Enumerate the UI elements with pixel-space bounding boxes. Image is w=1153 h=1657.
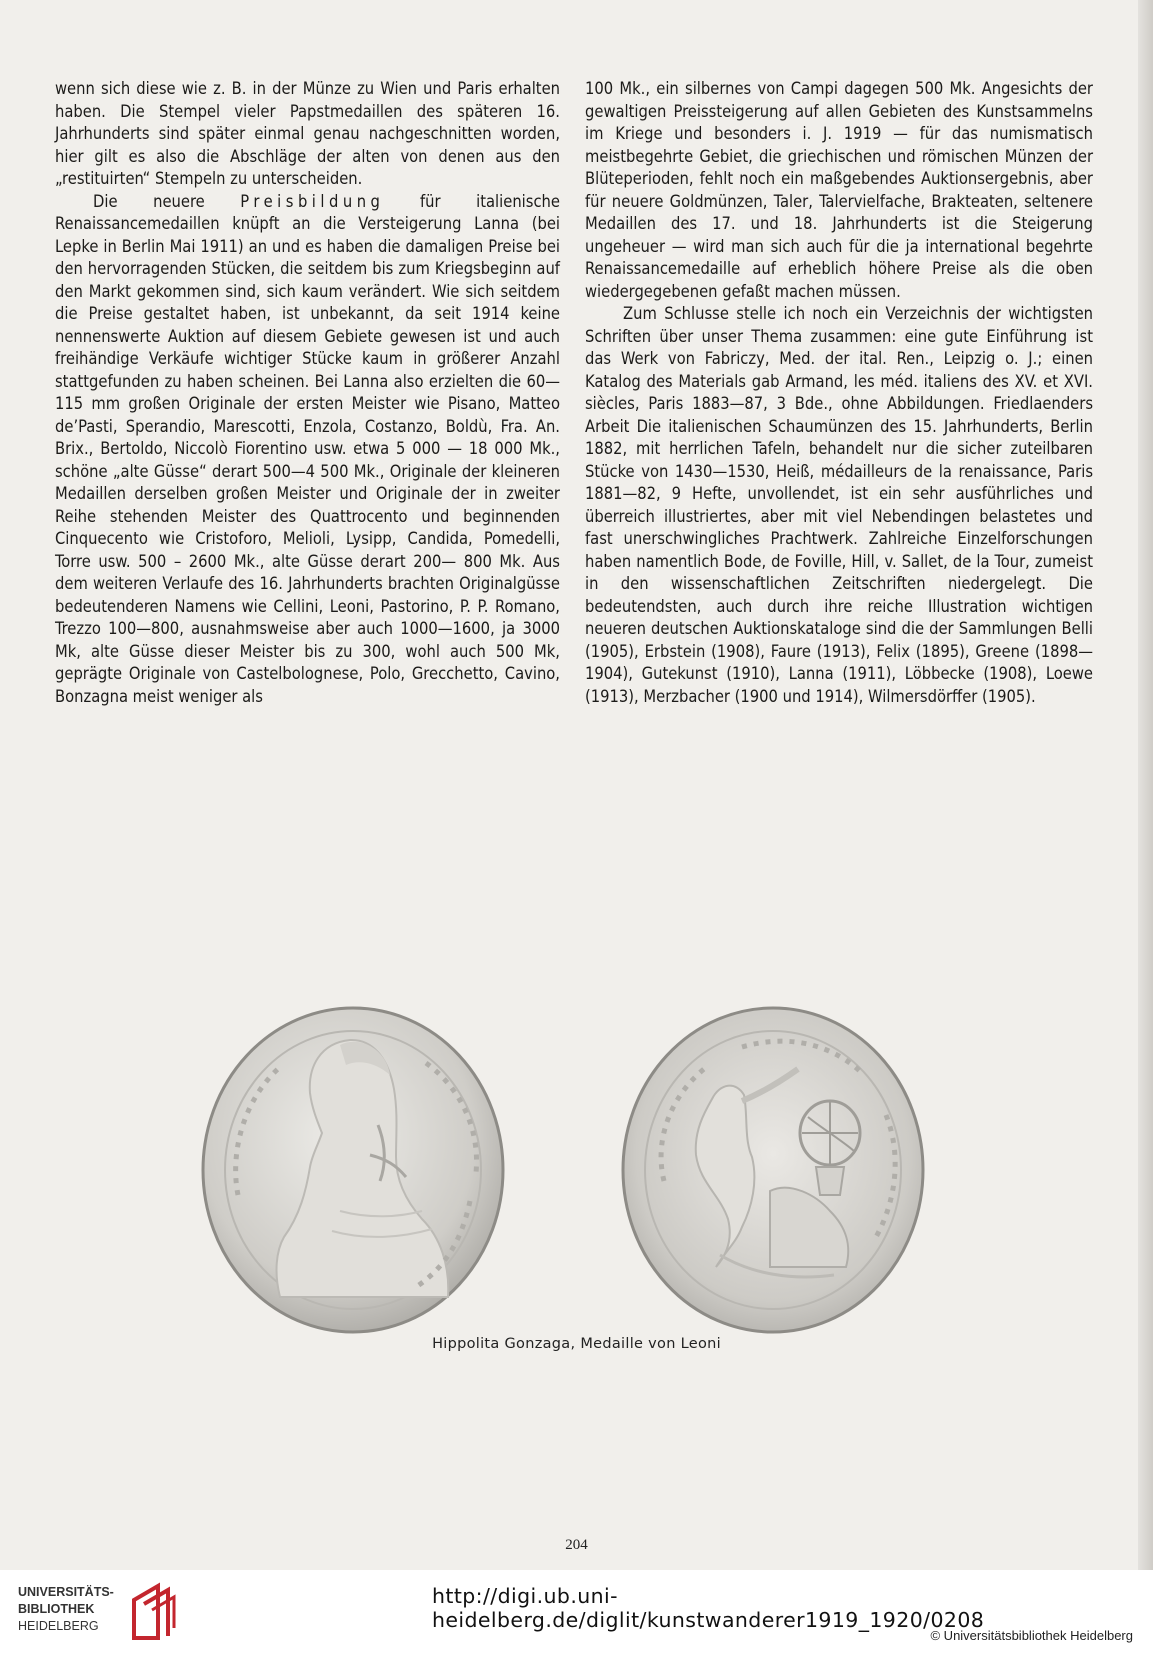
paragraph-lead: Die neuere: [93, 191, 241, 211]
right-column: [585, 78, 1093, 708]
library-name: [18, 1584, 114, 1635]
left-paragraph-2: [55, 191, 560, 709]
figure-caption: Hippolita Gonzaga, Medaille von Leoni: [432, 1336, 721, 1352]
emphasized-term: Preisbildung: [240, 191, 385, 211]
copyright-notice: © Universitätsbibliothek Heidelberg: [930, 1628, 1133, 1643]
right-paragraph-1: 100 Mk., ein silbernes von Campi dagegen 500 Mk. Angesichts der gewaltigen Preissteigerung auf allen Gebieten des Kunstsammelns im Kriege und besonders i. J. 1919 — für das numismatisch meistbegehrte Gebiet, die griechischen und römischen Münzen der Blüteperioden, fehlt noch ein maßgebendes Auktionsergebnis, aber für neuere Goldmünzen, Taler, Talervielfache, Brakteaten, seltenere Medaillen des 17. und 18. Jahrhunderts ist die Steigerung ungeheuer — wird man sich auch für die ja international begehrte Renaissancemedaille auf erheblich höhere Preise als die oben wiedergegebenen gefaßt machen müssen.: [585, 79, 1093, 301]
left-column: [55, 78, 560, 708]
library-logo[interactable]: [18, 1582, 173, 1642]
library-emblem-icon: [128, 1582, 176, 1642]
source-url-link[interactable]: http://digi.ub.uni-heidelberg.de/diglit/kunstwanderer1919_1920/0208: [432, 1584, 985, 1632]
medal-obverse-image: [200, 1005, 506, 1335]
paragraph-body: für italienische Renaissancemedaillen knüpft an die Versteigerung Lanna (bei Lepke in Berlin Mai 1911) an und es haben die damaligen Preise bei den hervorragenden Stücken, die seitdem bis zum Kriegsbeginn auf den Markt gekommen sind, sich kaum verändert. Wie sich seitdem die Preise gestaltet haben, ist unbekannt, da seit 1914 keine nennenswerte Auktion auf diesem Gebiete gewesen ist und auch freihändige Verkäufe wichtiger Stücke kaum in größerer Anzahl stattgefunden zu haben scheinen. Bei Lanna also erzielten die 60—115 mm großen Originale der ersten Meister wie Pisano, Matteo de’Pasti, Sperandio, Marescotti, Enzola, Costanzo, Boldù, Fra. An. Brix., Bertoldo, Niccolò Fiorentino usw. etwa 5 000 — 18 000 Mk., schöne „alte Güsse“ derart 500—4 500 Mk., Originale der kleineren Medaillen derselben großen Meister und Originale der in zweiter Reihe stehenden Meister des Quattrocento und beginnenden Cinquecento wie Cristoforo, Melioli, Lysipp, Candida, Pomedelli, Torre usw. 500 – 2600 Mk., alte Güsse derart 200— 800 Mk. Aus dem weiteren Verlaufe des 16. Jahrhunderts brachten Originalgüsse bedeutenderen Namens wie Cellini, Leoni, Pastorino, P. P. Romano, Trezzo 100—800, ausnahmsweise aber auch 1000—1600, ja 3000 Mk, alte Güsse dieser Meister bis zu 300, wohl auch 500 Mk, geprägte Originale von Castelbolognese, Polo, Grecchetto, Cavino, Bonzagna meist weniger als: [55, 191, 560, 706]
library-name-line-2: BIBLIOTHEK: [18, 1602, 95, 1616]
footer-bar: [0, 1570, 1153, 1657]
medal-figure: [200, 1005, 950, 1335]
page-number: 204: [565, 1537, 588, 1553]
left-paragraph-1: wenn sich diese wie z. B. in der Münze zu Wien und Paris erhalten haben. Die Stempel vieler Papstmedaillen des späteren 16. Jahrhunderts sind später einmal genau nachgeschnitten worden, hier gilt es also die Abschläge der alten von denen aus den „restituirten“ Stempeln zu unterscheiden.: [55, 79, 560, 188]
right-paragraph-2: Zum Schlusse stelle ich noch ein Verzeichnis der wichtigsten Schriften über unser Thema zusammen: eine gute Einführung ist das Werk von Fabriczy, Med. der ital. Ren., Leipzig o. J.; einen Katalog des Materials gab Armand, les méd. italiens des XV. et XVI. siècles, Paris 1883—87, 3 Bde., ohne Abbildungen. Friedlaenders Arbeit Die italienischen Schaumünzen des 15. Jahrhunderts, Berlin 1882, mit herrlichen Tafeln, behandelt nur die sicher zuteilbaren Stücke von 1430—1530, Heiß, médailleurs de la renaissance, Paris 1881—82, 9 Hefte, unvollendet, ist ein sehr ausführliches und überreich illustriertes, aber mit viel Nebendingen belastetes und fast unerschwingliches Prachtwerk. Zahlreiche Einzelforschungen haben namentlich Bode, de Foville, Hill, v. Sallet, de la Tour, zumeist in den wissenschaftlichen Zeitschriften niedergelegt. Die bedeutendsten, auch durch ihre reiche Illustration wichtigen neueren deutschen Auktionskataloge sind die der Sammlungen Belli (1905), Erbstein (1908), Faure (1913), Felix (1895), Greene (1898—1904), Gutekunst (1910), Lanna (1911), Löbbecke (1908), Loewe (1913), Merzbacher (1900 und 1914), Wilmersdörffer (1905).: [585, 304, 1093, 706]
library-name-line-1: UNIVERSITÄTS-: [18, 1585, 114, 1599]
scan-edge: [1138, 0, 1153, 1570]
library-name-line-3: HEIDELBERG: [18, 1619, 99, 1633]
medal-reverse-image: [620, 1005, 926, 1335]
